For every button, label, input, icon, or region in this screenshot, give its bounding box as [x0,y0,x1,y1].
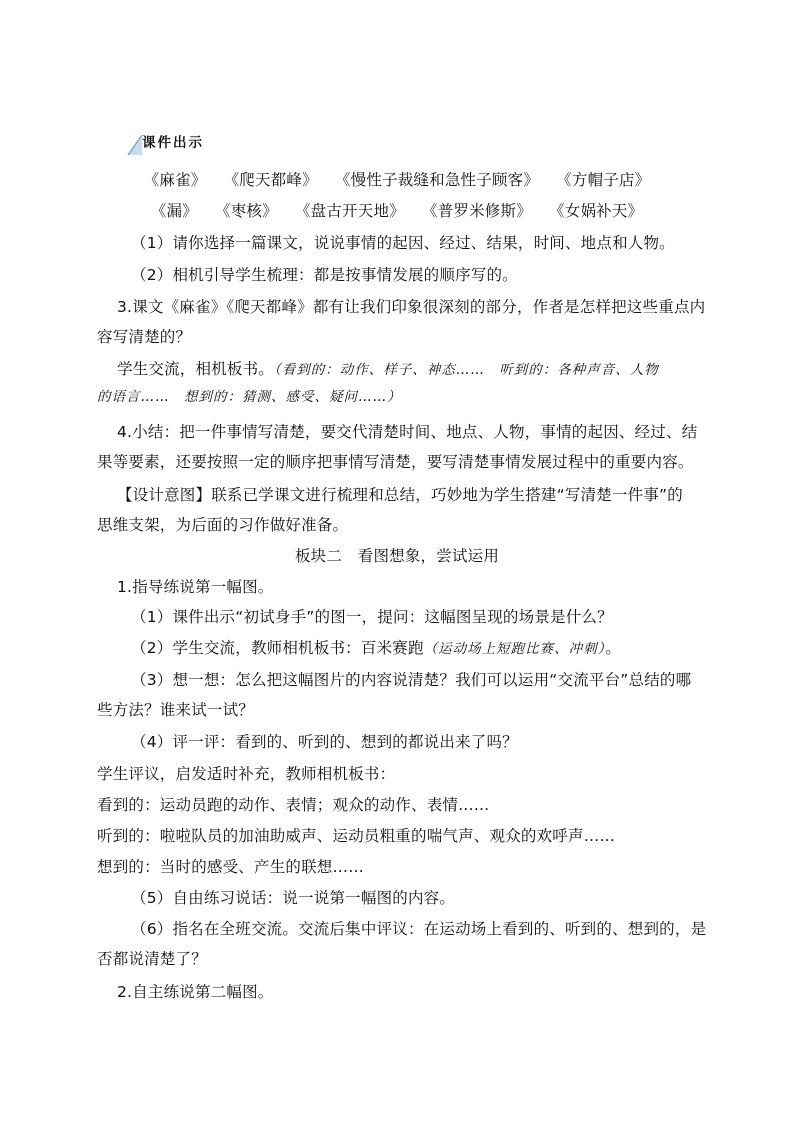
title-item: 《方帽子店》 [556,171,651,189]
paragraph-guide-step-4: （4）评一评：看到的、听到的、想到的都说出来了吗？ [131,733,518,751]
title-item: 《麻雀》 [143,171,207,189]
paragraph-seen: 看到的：运动员跑的动作、表情；观众的动作、表情…… [97,796,490,814]
title-item: 《女娲补天》 [549,202,644,220]
period: 。 [605,639,622,657]
title-item: 《爬天都峰》 [223,171,318,189]
titles-row-1 [0,164,794,196]
paragraph-guide-2: 2.自主练说第二幅图。 [117,983,274,1001]
paragraph-3-line-1: 3.课文《麻雀》《爬天都峰》都有让我们印象很深刻的部分，作者是怎样把这些重点内 [117,298,706,316]
paragraph-summary-line-2: 果等要素，还要按照一定的顺序把事情写清楚，要写清楚事情发展过程中的重要内容。 [97,453,694,471]
paragraph-guide-step-6-line-2: 否都说清楚了？ [97,950,207,968]
design-intent-line-2: 思维支架，为后面的习作做好准备。 [97,516,349,534]
paragraph-step-2: （2）相机引导学生梳理：都是按事情发展的顺序写的。 [131,266,518,284]
paragraph-guide-step-5: （5）自由练习说话：说一说第一幅图的内容。 [131,889,456,907]
paragraph-thought: 想到的：当时的感受、产生的联想…… [97,858,364,876]
title-item: 《普罗米修斯》 [422,202,532,220]
title-item: 《慢性子裁缝和急性子顾客》 [334,171,540,189]
title-item: 《盘古开天地》 [294,202,405,220]
paragraph-guide-step-6-line-1: （6）指名在全班交流。交流后集中评议：在运动场上看到的、听到的、想到的，是 [131,920,707,938]
paragraph-heard: 听到的：啦啦队员的加油助威声、运动员粗重的喘气声、观众的欢呼声…… [97,827,616,845]
title-item: 《枣核》 [215,202,278,220]
paragraph-3-line-2: 容写清楚的？ [97,328,192,346]
paragraph-guide-step-3-line-2: 些方法？谁来试一试？ [97,701,255,719]
board-intro: 学生交流，相机板书。 [117,360,275,378]
paragraph-guide-step-1: （1）课件出示“初试身手”的图一，提问：这幅图呈现的场景是什么？ [131,608,613,626]
label-text: 课件出示 [142,135,204,151]
design-intent-line-1: 【设计意图】联系已学课文进行梳理和总结，巧妙地为学生搭建“写清楚一件事”的 [117,486,683,504]
paragraph-summary-line-1: 4.小结：把一件事情写清楚，要交代清楚时间、地点、人物，事情的起因、经过、结 [117,423,698,441]
paragraph-step-1: （1）请你选择一篇课文，说说事情的起因、经过、结果，时间、地点和人物。 [131,234,675,252]
paragraph-peer-review: 学生评议，启发适时补充，教师相机板书： [97,765,396,783]
board-notes-handwriting: （看到的：动作、样子、神态…… 听到的：各种声音、人物 [274,362,659,378]
title-item: 《漏》 [150,202,198,220]
paragraph-4-line-2: 的语言…… 想到的：猜测、感受、疑问……） [97,389,402,405]
paragraph-guide-1: 1.指导练说第一幅图。 [117,578,274,596]
board-text: （2）学生交流，教师相机板书：百米赛跑 [131,639,424,657]
paragraph-guide-step-3-line-1: （3）想一想：怎么把这幅图片的内容说清楚？我们可以运用“交流平台”总结的哪 [131,671,692,689]
courseware-label [126,130,246,156]
titles-row-2 [0,195,794,227]
section-title: 板块二 看图想象，尝试运用 [294,547,500,565]
board-handwriting: （运动场上短跑比赛、冲刺） [423,641,606,657]
paragraph-guide-step-2 [131,632,794,664]
